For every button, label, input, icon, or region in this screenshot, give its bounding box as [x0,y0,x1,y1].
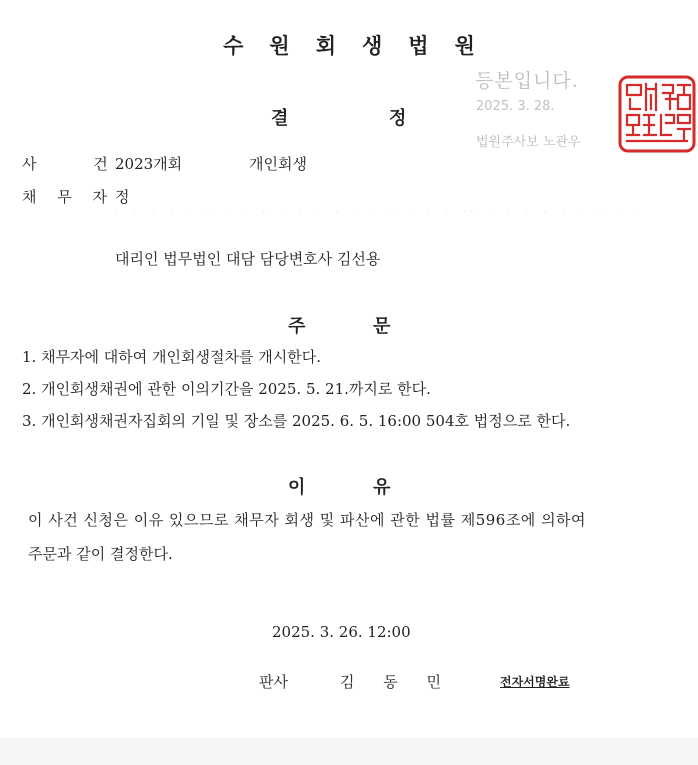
judge-name: 김 동 민 [340,673,454,691]
certification-clerk: 법원주사보 노관우 [476,135,581,150]
redacted-address-right: · · · · · · · · · · [470,207,645,218]
court-seal-icon [618,75,696,153]
agent-line: 대리인 법무법인 대담 담당변호사 김선용 [115,250,381,268]
order-heading-second: 문 [373,316,391,337]
case-label: 사 건 [22,155,134,173]
reason-heading-second: 유 [373,477,391,498]
order-item-2: 2. 개인회생채권에 관한 이의기간을 2025. 5. 21.까지로 한다. [22,380,431,398]
court-name: 수원회생법원 [223,34,501,58]
case-number: 2023개회 [115,155,183,173]
certification-title: 등본입니다. [475,70,579,92]
decision-datetime: 2025. 3. 26. 12:00 [272,623,411,641]
reason-heading-first: 이 [288,477,306,498]
electronic-signature: 전자서명완료 [500,675,570,689]
redacted-address-left: · · · · · · · · · · · · · · · · · · · · [115,207,473,218]
order-item-3: 3. 개인회생채권자집회의 기일 및 장소를 2025. 6. 5. 16:00 504호 법정으로 한다. [22,412,571,430]
order-item-1: 1. 채무자에 대하여 개인회생절차를 개시한다. [22,348,321,366]
judge-title: 판사 [259,673,288,691]
debtor-label: 채 무 자 [22,188,116,206]
certification-date: 2025. 3. 28. [476,99,555,114]
order-heading-first: 주 [288,316,306,337]
reason-line-1: 이 사건 신청은 이유 있으므로 채무자 회생 및 파산에 관한 법률 제596조에 의하여 [28,511,587,529]
reason-line-2: 주문과 같이 결정한다. [28,545,173,563]
document-title-second: 정 [389,108,407,129]
debtor-name: 정 [115,188,130,206]
case-type: 개인회생 [249,155,307,173]
footer-band [0,738,698,765]
document-title-first: 결 [271,108,289,129]
